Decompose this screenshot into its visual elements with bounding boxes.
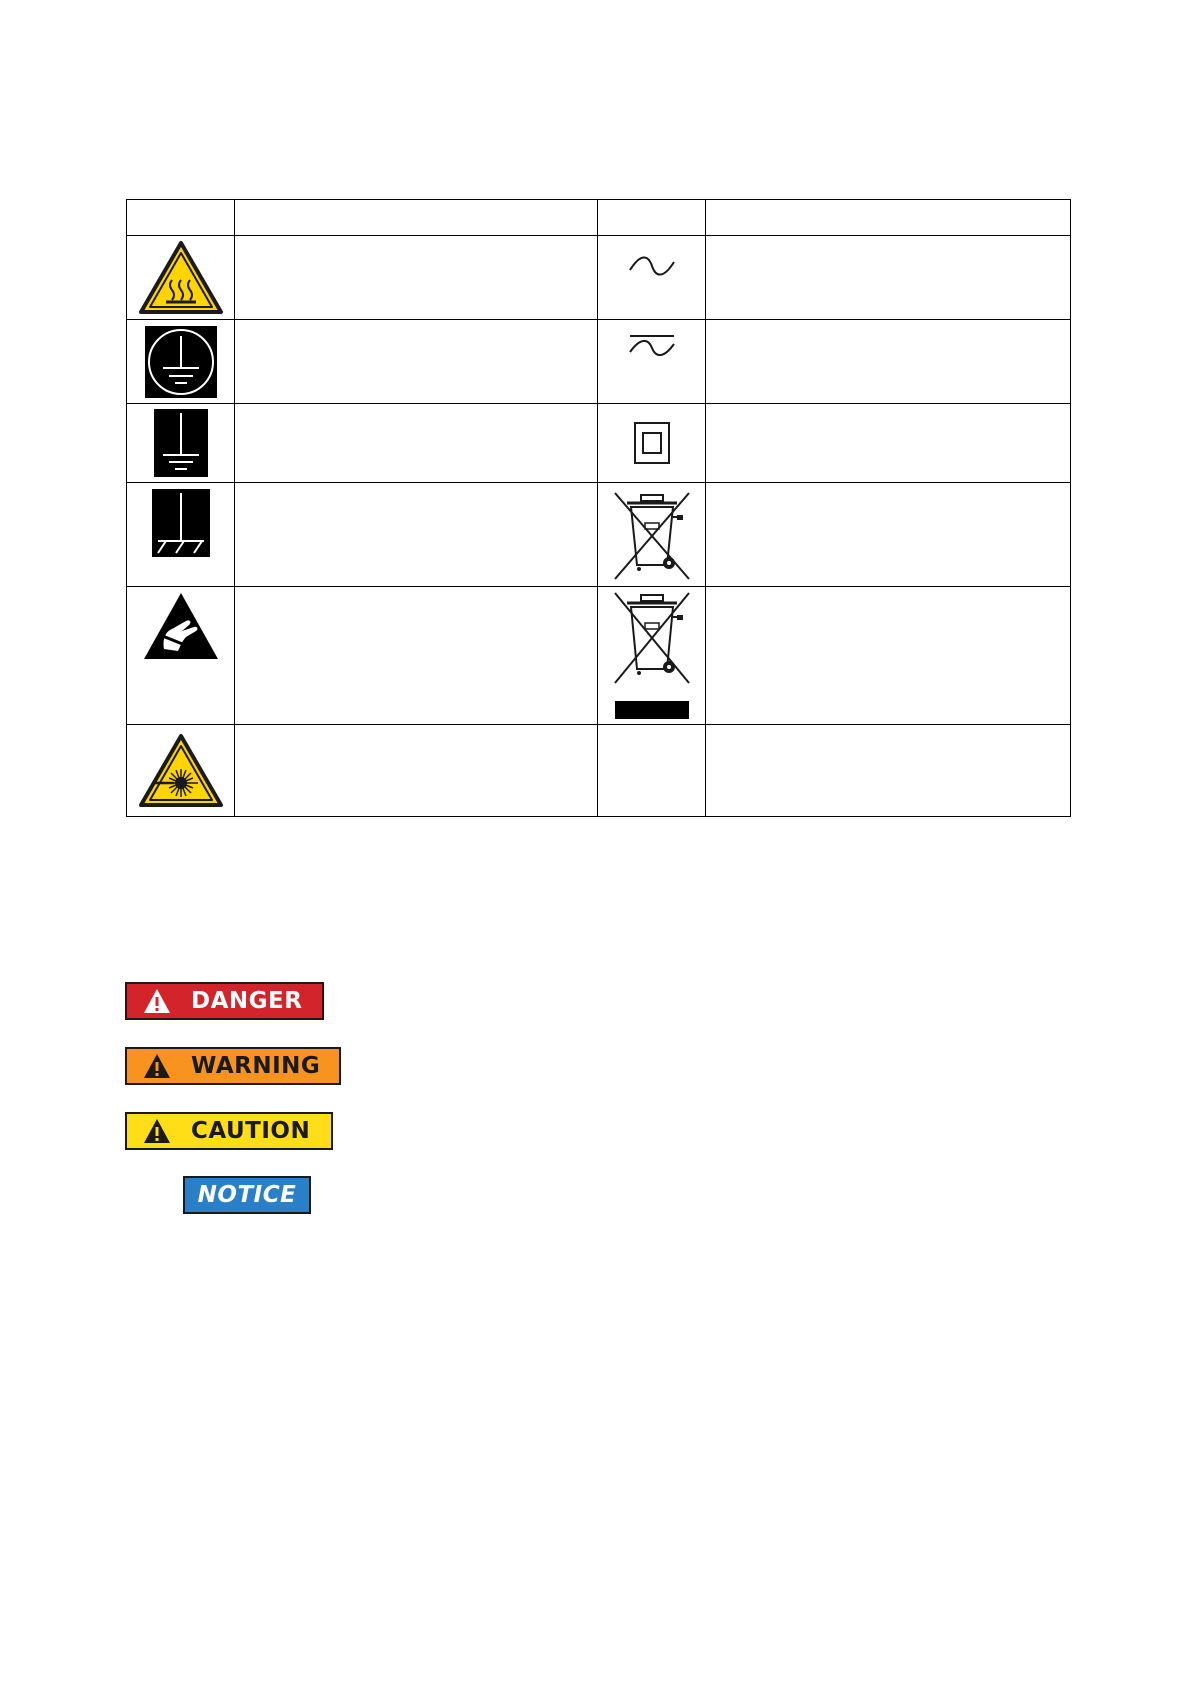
hot-surface-warning-icon <box>138 240 224 316</box>
weee-crossed-bin-bar-icon <box>611 589 693 721</box>
earth-ground-icon <box>154 409 208 477</box>
header-cell <box>235 200 598 236</box>
symbol-cell <box>598 725 706 817</box>
header-cell <box>598 200 706 236</box>
description-cell <box>235 587 598 725</box>
warning-signal-label <box>125 1047 341 1085</box>
table-row <box>127 587 1071 725</box>
description-cell <box>235 404 598 483</box>
warning-triangle-icon <box>143 1053 171 1079</box>
symbol-cell <box>127 404 235 483</box>
symbol-cell <box>598 587 706 725</box>
laser-warning-icon <box>138 733 224 809</box>
symbol-cell <box>127 587 235 725</box>
description-cell <box>706 404 1071 483</box>
danger-signal-label <box>125 982 324 1020</box>
notice-label-text: NOTICE <box>197 1182 297 1208</box>
description-cell <box>235 236 598 320</box>
description-cell <box>706 587 1071 725</box>
protective-earth-icon <box>145 326 217 398</box>
double-insulation-icon <box>632 420 672 466</box>
symbol-cell <box>127 236 235 320</box>
header-cell <box>127 200 235 236</box>
warning-label-text: WARNING <box>191 1053 321 1079</box>
danger-label-text: DANGER <box>191 988 303 1014</box>
symbol-cell <box>598 404 706 483</box>
symbol-cell <box>127 725 235 817</box>
warning-triangle-icon <box>143 988 171 1014</box>
symbol-cell <box>598 320 706 404</box>
symbol-cell <box>598 236 706 320</box>
description-cell <box>706 725 1071 817</box>
symbol-cell <box>598 483 706 587</box>
ac-dc-icon <box>622 328 682 364</box>
safety-symbols-table <box>126 199 1071 817</box>
description-cell <box>706 236 1071 320</box>
description-cell <box>235 483 598 587</box>
weee-crossed-bin-icon <box>611 489 693 581</box>
table-row <box>127 404 1071 483</box>
notice-signal-label <box>183 1176 311 1214</box>
table-row <box>127 483 1071 587</box>
table-row <box>127 725 1071 817</box>
header-cell <box>706 200 1071 236</box>
description-cell <box>235 320 598 404</box>
symbol-cell <box>127 320 235 404</box>
description-cell <box>706 483 1071 587</box>
description-cell <box>235 725 598 817</box>
description-cell <box>706 320 1071 404</box>
table-row <box>127 236 1071 320</box>
caution-signal-label <box>125 1112 333 1150</box>
esd-warning-icon <box>142 591 220 661</box>
alternating-current-icon <box>622 246 682 286</box>
table-header-row <box>127 200 1071 236</box>
warning-triangle-icon <box>143 1118 171 1144</box>
chassis-ground-icon <box>152 489 210 557</box>
caution-label-text: CAUTION <box>191 1118 311 1144</box>
symbol-cell <box>127 483 235 587</box>
table-row <box>127 320 1071 404</box>
